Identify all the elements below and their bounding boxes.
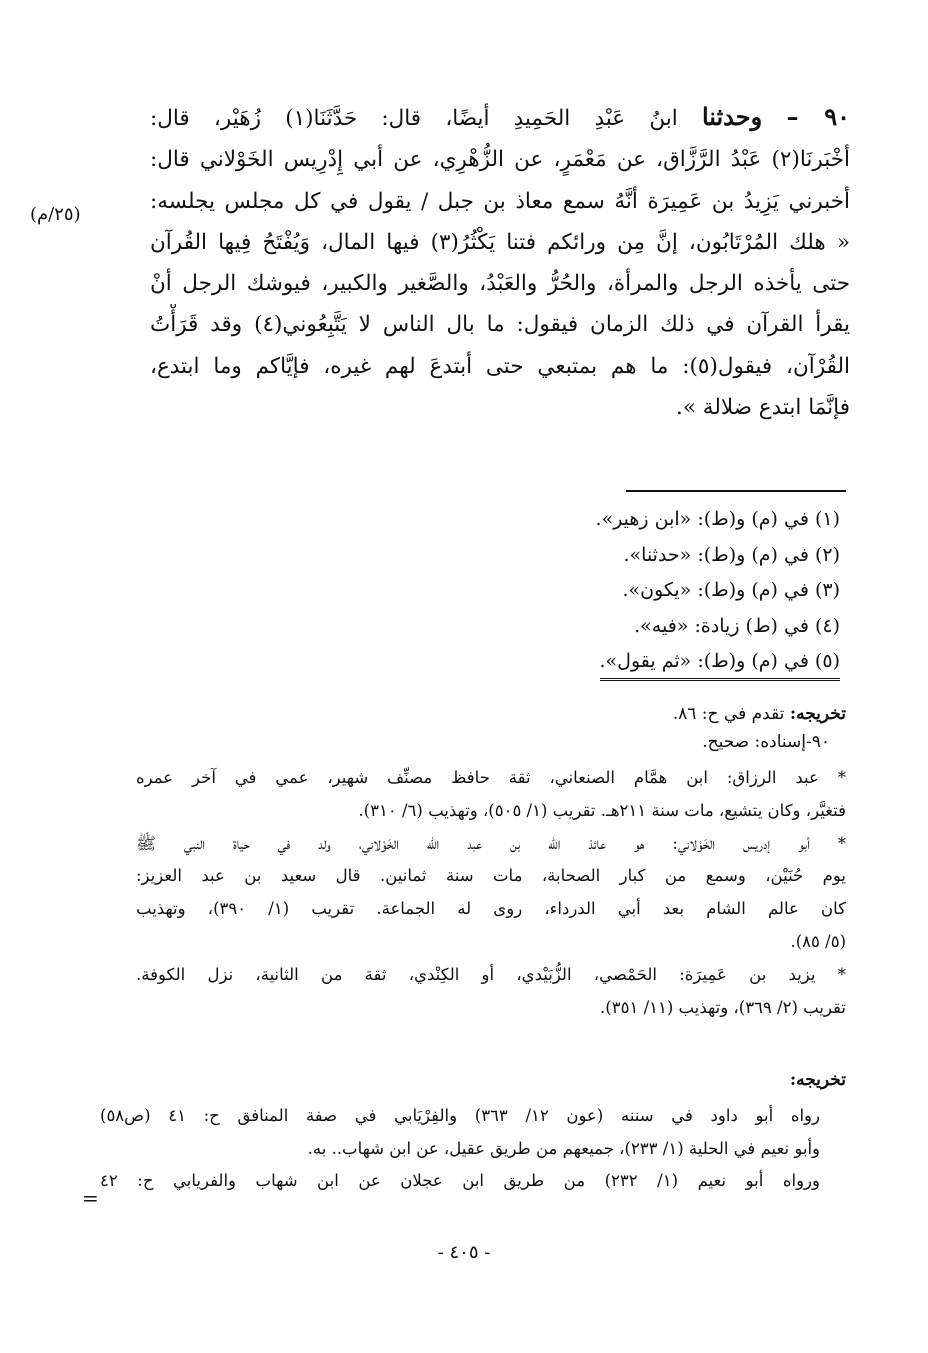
hadith-text (150, 96, 850, 428)
hadith-lead-word: وحدثنا (701, 102, 763, 131)
bio-line: تقريب (٢/ ٣٦٩)، وتهذيب (١١/ ٣٥١). (600, 997, 846, 1017)
hadith-line-7: القُرْآن، فيقول(٥): ما هم بمتبعي حتى أبتدعَ لهم غيره، فإيَّاكم وما ابتدع، (150, 353, 850, 379)
footnote-4: (٤) في (ط) زيادة: «فيه». (634, 614, 840, 637)
margin-manuscript-reference: (٢٥/م) (30, 204, 81, 225)
takhrij-top-heading: تخريجه: (789, 704, 846, 724)
hadith-line-3: أخبرني يَزِيدُ بن عَمِيرَة أنَّهُ سمع معاذ بن جبل / يقول في كل مجلس يجلسه: (150, 188, 850, 214)
takhrij-top-row (86, 700, 846, 728)
bio-line: فتغيَّر، وكان يتشيع، مات سنة ٢١١هـ. تقريب (١/ ٥٠٥)، وتهذيب (٦/ ٣١٠). (358, 800, 846, 820)
bio-abu-idris (136, 828, 846, 959)
bio-abdul-razzaq (136, 762, 846, 828)
isnad-grade: ٩٠-إسناده: صحيح. (702, 732, 830, 752)
bio-line: * عبد الرزاق: ابن همَّام الصنعاني، ثقة حافظ مصنِّف شهير، عمي في آخر عمره (136, 768, 846, 787)
page-number: - ٤٠٥ - (437, 1242, 491, 1263)
takhrij-bottom-heading: تخريجه: (789, 1070, 846, 1090)
takhrij-bottom (100, 1100, 820, 1198)
hadith-number: ٩٠ – (786, 102, 850, 131)
hadith-line-2: أخْبَرنَا(٢) عَبْدُ الرَّزَّاق، عن مَعْمَرٍ، عن الزُّهْرِي، عن أبي إِدْرِيس الخَوْلاني قال: (150, 147, 850, 173)
narrator-biographies (136, 762, 846, 1024)
footnote-3: (٣) في (م) و(ط): «يكون». (622, 579, 840, 601)
takhrij-line: رواه أبو داود في سننه (عون ١٢/ ٣٦٣) والفِرْيَابي في صفة المنافق ح: ٤١ (ص٥٨) (100, 1106, 820, 1125)
bio-yazid (136, 959, 846, 1025)
takhrij-top (86, 700, 846, 756)
footnote-1: (١) في (م) و(ط): «ابن زهير». (595, 508, 840, 530)
bio-line: يوم حُنَيْن، وسمع من كبار الصحابة، مات سنة ثمانين. قال سعيد بن عبد العزيز: (136, 866, 846, 886)
takhrij-line: ورواه أبو نعيم (١/ ٢٣٢) من طريق ابن عجلان عن ابن شهاب والفريابي ح: ٤٢ (100, 1171, 820, 1190)
takhrij-line: وأبو نعيم في الحلية (١/ ٢٣٣)، جميعهم من طريق عقيل، عن ابن شهاب.. به. (307, 1138, 820, 1158)
takhrij-top-text: تقدم في ح: ٨٦. (672, 704, 785, 724)
footnote-divider (626, 490, 846, 492)
footnotes (240, 502, 840, 681)
hadith-line-4: « هلك المُرْتَابُون، إنَّ مِن ورائكم فتنا يَكْثُرُ(٣) فيها المال، وَيُفْتَحُ فِيها القُرآن (150, 229, 850, 255)
hadith-line-1 (150, 96, 850, 139)
footnote-2: (٢) في (م) و(ط): «حدثنا». (623, 543, 840, 566)
continuation-mark: = (82, 1186, 99, 1210)
bio-line: كان عالم الشام بعد أبي الدرداء، روى له الجماعة. تقريب (١/ ٣٩٠)، وتهذيب (136, 899, 846, 919)
hadith-line-5: حتى يأخذه الرجل والمرأة، والحُرُّ والعَبْدُ، والصَّغير والكبير، فيوشك الرجل أنْ (150, 271, 850, 297)
hadith-line-8: فإنَّمَا ابتدع ضلالة ». (675, 395, 850, 421)
hadith-line-6: يقرأ القرآن في ذلك الزمان فيقول: ما بال الناس لا يَتَّبِعُوني(٤) وقد قَرَأْتُ (150, 312, 850, 338)
bio-line: * أبو إدريس الخَوْلاني: هو عائذ الله بن عبد الله الخَوْلاني، ولد في حياة النبي ﷺ (136, 833, 846, 853)
bio-line: (٥/ ٨٥). (790, 931, 846, 951)
footnote-5: (٥) في (م) و(ط): «ثم يقول». (600, 646, 840, 681)
bio-line: * يزيد بن عَمِيرَة: الحَمْصي، الزُّبَيْدي، أو الكِنْدي، ثقة من الثانية، نزل الكوفة. (136, 964, 846, 984)
hadith-line-text: ابنُ عَبْدِ الحَمِيدِ أيضًا، قال: حَدَّثَنَا(١) زُهَيْر، قال: (150, 106, 678, 131)
